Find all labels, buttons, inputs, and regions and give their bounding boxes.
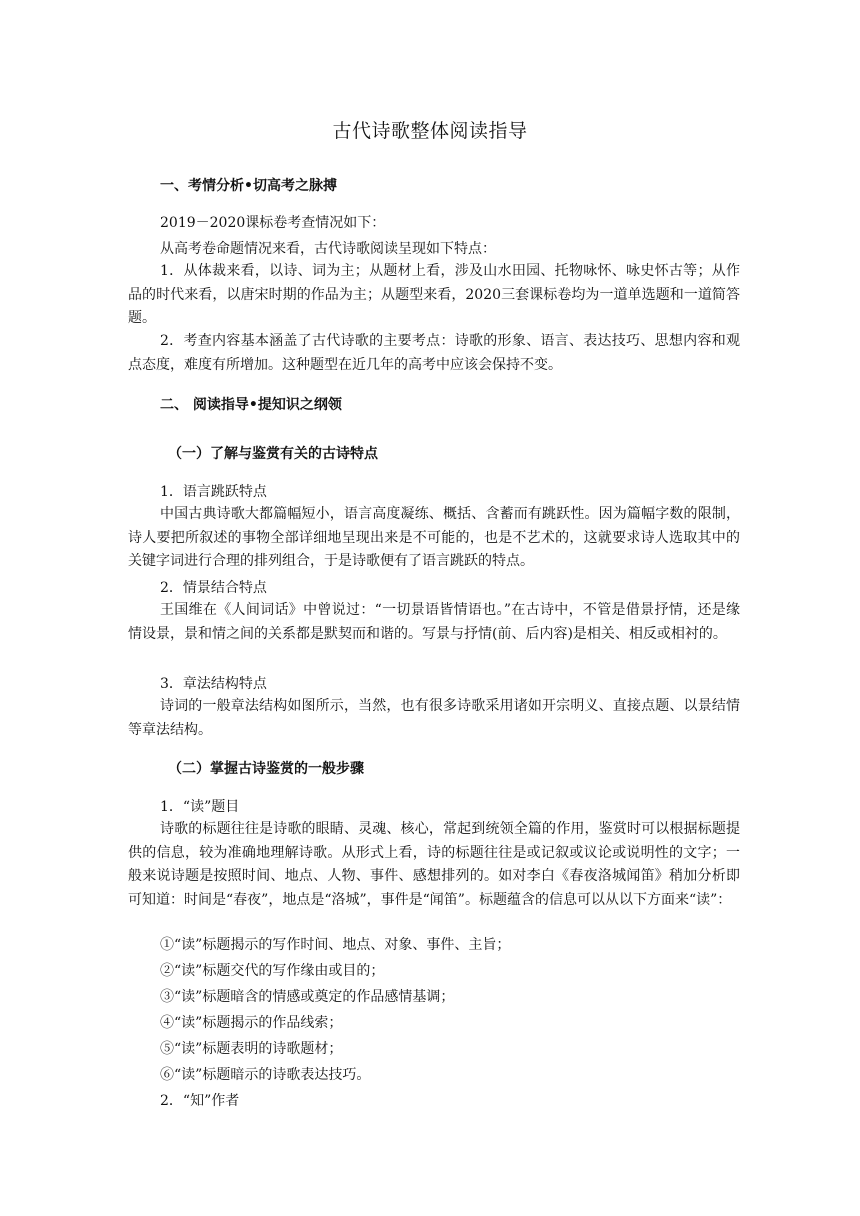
sub1-item1-text: 中国古典诗歌大都篇幅短小，语言高度凝练、概括、含蓄而有跳跃性。因为篇幅字数的限制，诗人要把所叙述的事物全部详细地呈现出来是不可能的，也是不艺术的，这就要求诗人选取其中的关键字词进行合理的排列组合，于是诗歌便有了语言跳跃的特点。 bbox=[128, 506, 740, 569]
sub1-item1-title: 1．语言跳跃特点 bbox=[160, 484, 267, 500]
sub2-list-item: ④“读”标题揭示的作品线索； bbox=[160, 1015, 343, 1031]
section2-heading: 二、 阅读指导•提知识之纲领 bbox=[160, 397, 342, 413]
section1-intro-2: 从高考卷命题情况来看，古代诗歌阅读呈现如下特点： bbox=[160, 241, 496, 257]
sub2-item2-title: 2．“知”作者 bbox=[160, 1093, 240, 1109]
section1-point-1: 1．从体裁来看，以诗、词为主；从题材上看，涉及山水田园、托物咏怀、咏史怀古等；从作品的时代来看，以唐宋时期的作品为主；从题型来看，2020三套课标卷均为一道单选题和一道简答题。 bbox=[128, 263, 740, 326]
section1-point-2: 2．考查内容基本涵盖了古代诗歌的主要考点：诗歌的形象、语言、表达技巧、思想内容和观点态度，难度有所增加。这种题型在近几年的高考中应该会保持不变。 bbox=[128, 333, 740, 373]
sub2-list-item: ⑤“读”标题表明的诗歌题材； bbox=[160, 1041, 343, 1057]
sub2-list-item: ①“读”标题揭示的写作时间、地点、对象、事件、主旨； bbox=[160, 937, 511, 953]
sub2-list-item: ③“读”标题暗含的情感或奠定的作品感情基调； bbox=[160, 989, 455, 1005]
section1-heading: 一、考情分析•切高考之脉搏 bbox=[160, 178, 337, 194]
sub1-item2-title: 2．情景结合特点 bbox=[160, 580, 267, 596]
subsection2-heading: （二）掌握古诗鉴赏的一般步骤 bbox=[168, 761, 364, 777]
document-title: 古代诗歌整体阅读指导 bbox=[332, 120, 528, 142]
section1-intro-1: 2019－2020课标卷考查情况如下： bbox=[160, 215, 386, 231]
sub1-item2-text: 王国维在《人间词话》中曾说过：“一切景语皆情语也。”在古诗中，不管是借景抒情，还是缘情设景，景和情之间的关系都是默契而和谐的。写景与抒情(前、后内容)是相关、相反或相衬的。 bbox=[128, 602, 740, 642]
sub2-list-item: ⑥“读”标题暗示的诗歌表达技巧。 bbox=[160, 1067, 371, 1083]
sub2-item1-title: 1．“读”题目 bbox=[160, 799, 240, 815]
sub2-list-item: ②“读”标题交代的写作缘由或目的； bbox=[160, 963, 385, 979]
sub1-item3-text: 诗词的一般章法结构如图所示，当然，也有很多诗歌采用诸如开宗明义、直接点题、以景结情等章法结构。 bbox=[128, 698, 740, 738]
subsection1-heading: （一）了解与鉴赏有关的古诗特点 bbox=[168, 446, 378, 462]
sub2-item1-text: 诗歌的标题往往是诗歌的眼睛、灵魂、核心，常起到统领全篇的作用，鉴赏时可以根据标题提供的信息，较为准确地理解诗歌。从形式上看，诗的标题往往是或记叙或议论或说明性的文字；一般来说诗题是按照时间、地点、人物、事件、感想排列的。如对李白《春夜洛城闻笛》稍加分析即可知道：时间是“春夜”，地点是“洛城”，事件是“闻笛”。标题蕴含的信息可以从以下方面来“读”： bbox=[128, 821, 740, 908]
sub1-item3-title: 3．章法结构特点 bbox=[160, 676, 267, 692]
